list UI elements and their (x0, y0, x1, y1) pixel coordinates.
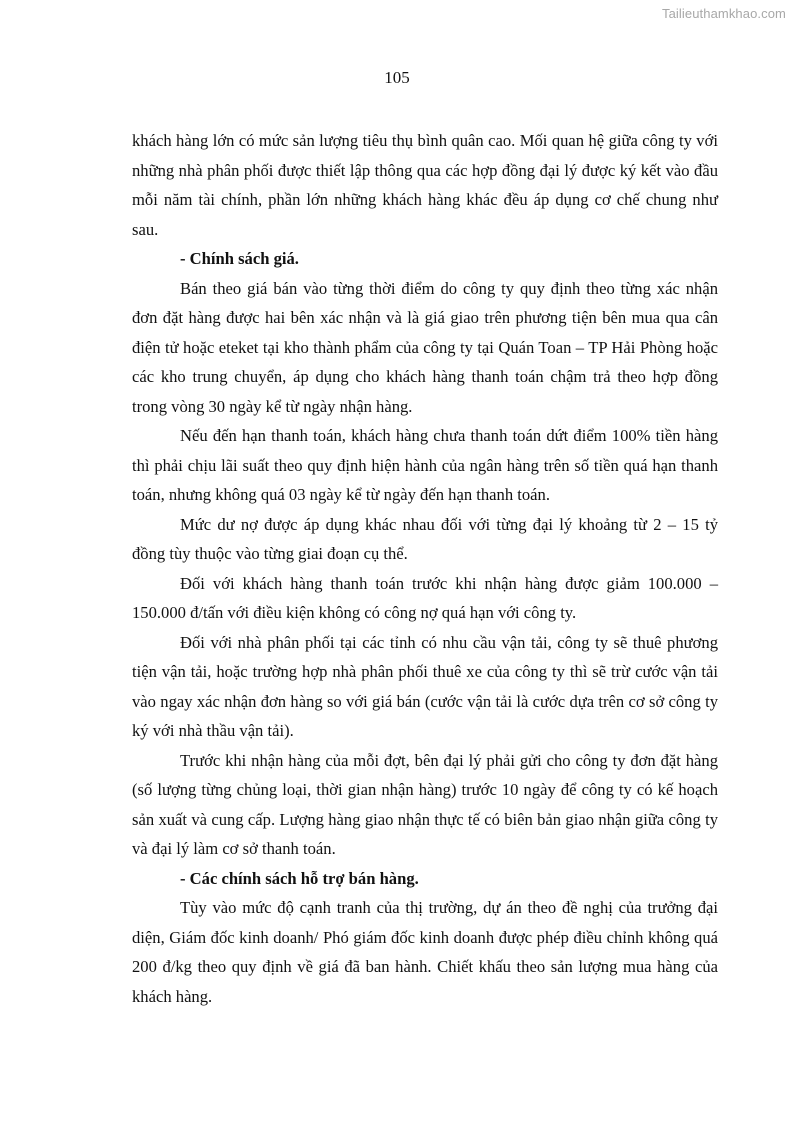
paragraph-price-adjustment: Tùy vào mức độ cạnh tranh của thị trường, dự án theo đề nghị của trưởng đại diện, Giám đốc kinh doanh/ Phó giám đốc kinh doanh được phép điều chỉnh không quá 200 đ/kg theo quy định về giá đã ban hành. Chiết khấu theo sản lượng mua hàng của khách hàng. (132, 898, 718, 1006)
watermark-text: Tailieuthamkhao.com (661, 6, 786, 21)
section-heading-sales-support: - Các chính sách hỗ trợ bán hàng. (180, 868, 419, 888)
paragraph-pricing: Bán theo giá bán vào từng thời điểm do công ty quy định theo từng xác nhận đơn đặt hàng được hai bên xác nhận và là giá giao trên phương tiện bên mua qua cân điện tử hoặc eteket tại kho thành phẩm của công ty tại Quán Toan – TP Hải Phòng hoặc các kho trung chuyển, áp dụng cho khách hàng thanh toán chậm trả theo hợp đồng trong vòng 30 ngày kể từ ngày nhận hàng. (132, 278, 718, 416)
document-body (132, 126, 718, 1011)
section-heading-price-policy: - Chính sách giá. (180, 249, 299, 268)
paragraph-transport: Đối với nhà phân phối tại các tỉnh có nhu cầu vận tải, công ty sẽ thuê phương tiện vận tải, hoặc trường hợp nhà phân phối thuê xe của công ty thì sẽ trừ cước vận tải vào ngay xác nhận đơn hàng so với giá bán (cước vận tải là cước dựa trên cơ sở công ty ký với nhà thầu vận tải). (132, 632, 718, 740)
paragraph-continuation: khách hàng lớn có mức sản lượng tiêu thụ bình quân cao. Mối quan hệ giữa công ty với những nhà phân phối được thiết lập thông qua các hợp đồng đại lý được ký kết vào đầu mỗi năm tài chính, phần lớn những khách hàng khác đều áp dụng cơ chế chung như sau. (132, 131, 718, 239)
paragraph-late-payment: Nếu đến hạn thanh toán, khách hàng chưa thanh toán dứt điểm 100% tiền hàng thì phải chịu lãi suất theo quy định hiện hành của ngân hàng trên số tiền quá hạn thanh toán, nhưng không quá 03 ngày kể từ ngày đến hạn thanh toán. (132, 426, 718, 504)
paragraph-credit-limit: Mức dư nợ được áp dụng khác nhau đối với từng đại lý khoảng từ 2 – 15 tỷ đồng tùy thuộc vào từng giai đoạn cụ thể. (132, 514, 718, 563)
paragraph-ordering: Trước khi nhận hàng của mỗi đợt, bên đại lý phải gửi cho công ty đơn đặt hàng (số lượng từng chủng loại, thời gian nhận hàng) trước 10 ngày để công ty có kế hoạch sản xuất và cung cấp. Lượng hàng giao nhận thực tế có biên bản giao nhận giữa công ty và đại lý làm cơ sở thanh toán. (132, 750, 718, 858)
paragraph-prepayment-discount: Đối với khách hàng thanh toán trước khi nhận hàng được giảm 100.000 – 150.000 đ/tấn với điều kiện không có công nợ quá hạn với công ty. (132, 573, 718, 622)
page-number: 105 (384, 68, 410, 87)
